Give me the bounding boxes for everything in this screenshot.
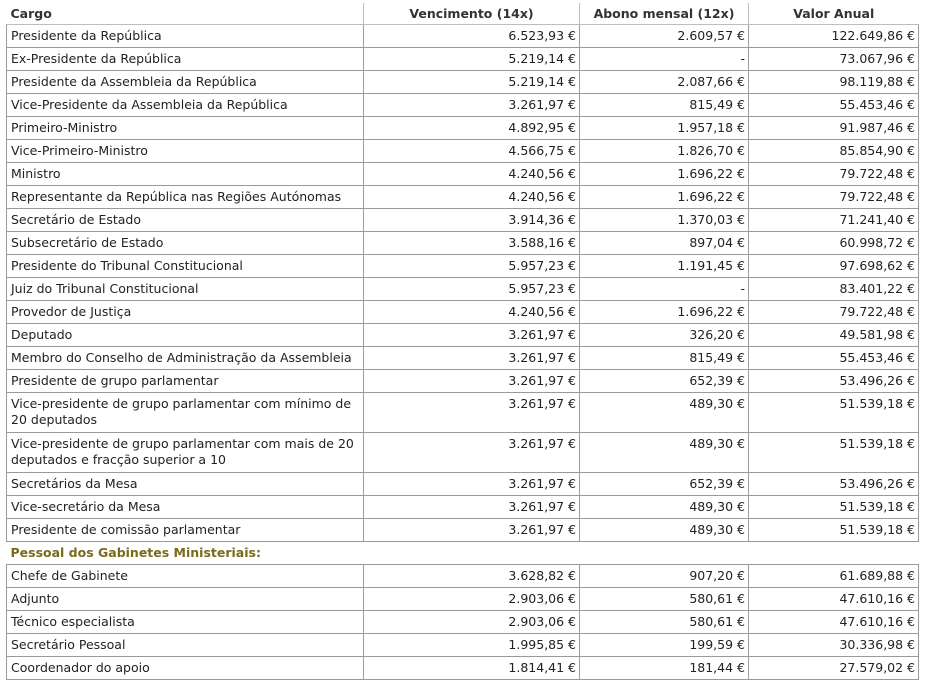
cell-cargo: Secretários da Mesa <box>7 473 364 496</box>
table-row <box>7 433 919 473</box>
cell-abono: 326,20 € <box>580 324 749 347</box>
cell-cargo: Secretário Pessoal <box>7 634 364 657</box>
section-row <box>7 542 919 565</box>
cell-vencimento: 1.995,85 € <box>364 634 580 657</box>
section-title: Pessoal dos Gabinetes Ministeriais: <box>7 542 919 565</box>
cell-abono: 1.696,22 € <box>580 301 749 324</box>
cell-abono: 815,49 € <box>580 347 749 370</box>
table-row <box>7 278 919 301</box>
cell-cargo: Vice-presidente de grupo parlamentar com mais de 20 deputados e fracção superior a 10 <box>7 433 364 473</box>
table-row <box>7 519 919 542</box>
cell-vencimento: 5.957,23 € <box>364 278 580 301</box>
cell-vencimento: 3.261,97 € <box>364 324 580 347</box>
header-valor-anual: Valor Anual <box>749 3 919 25</box>
cell-cargo: Coordenador do apoio <box>7 657 364 680</box>
table-row <box>7 473 919 496</box>
cell-abono: 2.609,57 € <box>580 25 749 48</box>
cell-cargo: Deputado <box>7 324 364 347</box>
cell-vencimento: 6.523,93 € <box>364 25 580 48</box>
cell-vencimento: 3.914,36 € <box>364 209 580 232</box>
cell-vencimento: 3.261,97 € <box>364 347 580 370</box>
cell-cargo: Presidente do Tribunal Constitucional <box>7 255 364 278</box>
cell-abono: - <box>580 48 749 71</box>
cell-vencimento: 5.219,14 € <box>364 71 580 94</box>
cell-valor-anual: 51.539,18 € <box>749 433 919 473</box>
cell-vencimento: 3.261,97 € <box>364 433 580 473</box>
cell-abono: 1.696,22 € <box>580 186 749 209</box>
cell-abono: - <box>580 278 749 301</box>
cell-cargo: Vice-Primeiro-Ministro <box>7 140 364 163</box>
cell-cargo: Adjunto <box>7 588 364 611</box>
cell-abono: 1.696,22 € <box>580 163 749 186</box>
cell-valor-anual: 85.854,90 € <box>749 140 919 163</box>
cell-abono: 580,61 € <box>580 611 749 634</box>
cell-valor-anual: 98.119,88 € <box>749 71 919 94</box>
cell-vencimento: 4.240,56 € <box>364 186 580 209</box>
cell-vencimento: 3.261,97 € <box>364 370 580 393</box>
cell-cargo: Presidente de comissão parlamentar <box>7 519 364 542</box>
cell-abono: 489,30 € <box>580 496 749 519</box>
cell-valor-anual: 83.401,22 € <box>749 278 919 301</box>
table-row <box>7 140 919 163</box>
cell-cargo: Presidente de grupo parlamentar <box>7 370 364 393</box>
cell-vencimento: 3.261,97 € <box>364 473 580 496</box>
cell-valor-anual: 49.581,98 € <box>749 324 919 347</box>
cell-cargo: Técnico especialista <box>7 611 364 634</box>
cell-valor-anual: 73.067,96 € <box>749 48 919 71</box>
cell-valor-anual: 71.241,40 € <box>749 209 919 232</box>
table-row <box>7 588 919 611</box>
cell-vencimento: 5.219,14 € <box>364 48 580 71</box>
table-row <box>7 565 919 588</box>
cell-cargo: Ministro <box>7 163 364 186</box>
cell-vencimento: 3.261,97 € <box>364 519 580 542</box>
table-row <box>7 496 919 519</box>
table-row <box>7 255 919 278</box>
table-row <box>7 347 919 370</box>
header-abono: Abono mensal (12x) <box>580 3 749 25</box>
header-vencimento: Vencimento (14x) <box>364 3 580 25</box>
cell-vencimento: 2.903,06 € <box>364 588 580 611</box>
cell-abono: 489,30 € <box>580 433 749 473</box>
cell-cargo: Vice-presidente de grupo parlamentar com mínimo de 20 deputados <box>7 393 364 433</box>
cell-cargo: Presidente da Assembleia da República <box>7 71 364 94</box>
cell-abono: 199,59 € <box>580 634 749 657</box>
cell-valor-anual: 47.610,16 € <box>749 588 919 611</box>
table-row <box>7 117 919 140</box>
table-row <box>7 393 919 433</box>
cell-vencimento: 1.814,41 € <box>364 657 580 680</box>
table-row <box>7 324 919 347</box>
cell-abono: 815,49 € <box>580 94 749 117</box>
header-cargo: Cargo <box>7 3 364 25</box>
table-row <box>7 94 919 117</box>
cell-valor-anual: 51.539,18 € <box>749 393 919 433</box>
table-row <box>7 186 919 209</box>
table-row <box>7 611 919 634</box>
cell-vencimento: 5.957,23 € <box>364 255 580 278</box>
cell-abono: 897,04 € <box>580 232 749 255</box>
cell-cargo: Provedor de Justiça <box>7 301 364 324</box>
cell-valor-anual: 79.722,48 € <box>749 301 919 324</box>
table-header-row <box>7 3 919 25</box>
cell-abono: 1.370,03 € <box>580 209 749 232</box>
cell-abono: 1.826,70 € <box>580 140 749 163</box>
cell-vencimento: 3.261,97 € <box>364 496 580 519</box>
cell-abono: 1.957,18 € <box>580 117 749 140</box>
cell-vencimento: 4.566,75 € <box>364 140 580 163</box>
cell-cargo: Subsecretário de Estado <box>7 232 364 255</box>
cell-valor-anual: 61.689,88 € <box>749 565 919 588</box>
cell-vencimento: 2.903,06 € <box>364 611 580 634</box>
cell-vencimento: 4.892,95 € <box>364 117 580 140</box>
table-row <box>7 25 919 48</box>
table-row <box>7 48 919 71</box>
table-row <box>7 163 919 186</box>
cell-valor-anual: 79.722,48 € <box>749 186 919 209</box>
cell-abono: 489,30 € <box>580 519 749 542</box>
cell-valor-anual: 51.539,18 € <box>749 519 919 542</box>
cell-cargo: Secretário de Estado <box>7 209 364 232</box>
cell-vencimento: 3.628,82 € <box>364 565 580 588</box>
cell-valor-anual: 91.987,46 € <box>749 117 919 140</box>
table-row <box>7 301 919 324</box>
cell-valor-anual: 122.649,86 € <box>749 25 919 48</box>
cell-valor-anual: 79.722,48 € <box>749 163 919 186</box>
cell-cargo: Vice-Presidente da Assembleia da República <box>7 94 364 117</box>
table-row <box>7 370 919 393</box>
table-row <box>7 232 919 255</box>
cell-vencimento: 4.240,56 € <box>364 163 580 186</box>
cell-abono: 181,44 € <box>580 657 749 680</box>
salary-table <box>6 3 919 680</box>
cell-vencimento: 3.261,97 € <box>364 393 580 433</box>
cell-cargo: Chefe de Gabinete <box>7 565 364 588</box>
cell-abono: 652,39 € <box>580 370 749 393</box>
cell-cargo: Juiz do Tribunal Constitucional <box>7 278 364 301</box>
cell-vencimento: 3.261,97 € <box>364 94 580 117</box>
cell-vencimento: 3.588,16 € <box>364 232 580 255</box>
cell-abono: 580,61 € <box>580 588 749 611</box>
cell-cargo: Representante da República nas Regiões Autónomas <box>7 186 364 209</box>
cell-cargo: Membro do Conselho de Administração da Assembleia <box>7 347 364 370</box>
cell-cargo: Primeiro-Ministro <box>7 117 364 140</box>
cell-vencimento: 4.240,56 € <box>364 301 580 324</box>
table-row <box>7 71 919 94</box>
cell-cargo: Presidente da República <box>7 25 364 48</box>
cell-valor-anual: 27.579,02 € <box>749 657 919 680</box>
cell-valor-anual: 55.453,46 € <box>749 94 919 117</box>
cell-valor-anual: 30.336,98 € <box>749 634 919 657</box>
cell-valor-anual: 51.539,18 € <box>749 496 919 519</box>
cell-valor-anual: 97.698,62 € <box>749 255 919 278</box>
cell-abono: 1.191,45 € <box>580 255 749 278</box>
cell-abono: 2.087,66 € <box>580 71 749 94</box>
table-row <box>7 209 919 232</box>
cell-abono: 652,39 € <box>580 473 749 496</box>
cell-cargo: Ex-Presidente da República <box>7 48 364 71</box>
table-row <box>7 634 919 657</box>
cell-abono: 907,20 € <box>580 565 749 588</box>
table-row <box>7 657 919 680</box>
cell-valor-anual: 53.496,26 € <box>749 370 919 393</box>
cell-valor-anual: 47.610,16 € <box>749 611 919 634</box>
cell-valor-anual: 55.453,46 € <box>749 347 919 370</box>
cell-valor-anual: 53.496,26 € <box>749 473 919 496</box>
cell-valor-anual: 60.998,72 € <box>749 232 919 255</box>
cell-abono: 489,30 € <box>580 393 749 433</box>
cell-cargo: Vice-secretário da Mesa <box>7 496 364 519</box>
